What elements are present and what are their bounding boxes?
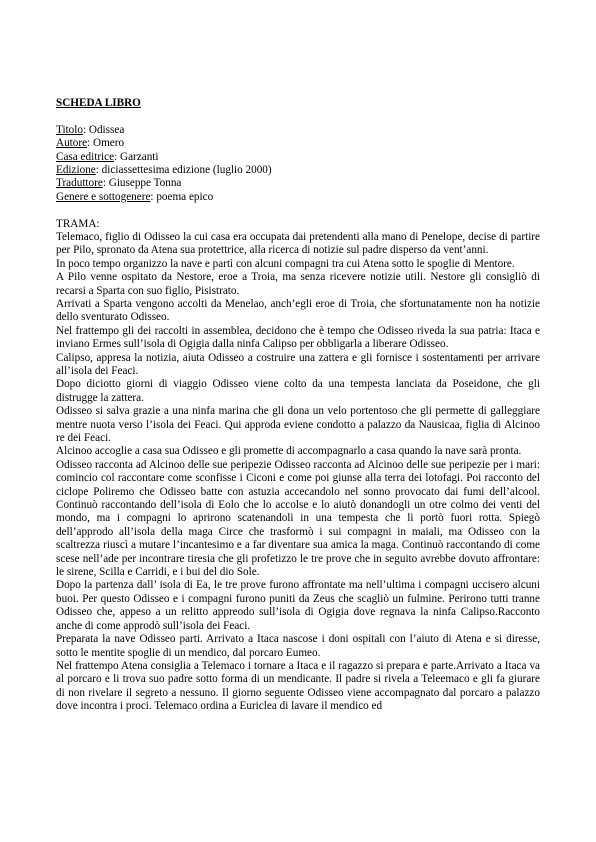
meta-row-titolo: [56, 124, 540, 137]
trama-paragraph: Nel frattempo gli dei raccolti in assemblea, decidono che è tempo che Odisseo riveda la sua patria: Itaca e inviano Ermes sull’isola di Ogigia dalla ninfa Calipso per obbligarla a liberare Odisseo.: [56, 324, 540, 351]
meta-value: Garzanti: [120, 150, 159, 163]
trama-paragraph: Dopo diciotto giorni di viaggio Odisseo viene colto da una tempesta lanciata da Poseidone, che gli distrugge la zattera.: [56, 378, 540, 404]
trama-paragraph: Nel frattempo Atena consiglia a Telemaco i tornare a Itaca e il ragazzo si prepara e parte.Arrivato a Itaca va al porcaro e li trova suo padre sotto forma di un mendicante. Il padre si rivela a Teleemaco e gli fa giurare di non rivelare il segreto a nessuno. Il giorno seguente Odisseo viene accompagnato dal porcaro a palazzo dove incontra i proci. Telemaco ordina a Euriclea di lavare il mendico ed: [56, 659, 540, 713]
meta-value: Giuseppe Tonna: [108, 177, 182, 190]
trama-paragraph: Odisseo si salva grazie a una ninfa marina che gli dona un velo portentoso che gli permette di galleggiare mentre nuota verso l’isola dei Feaci. Qui approda eviene condotto a palazzo da Nausicaa, figlia di Alcinoo re dei Feaci.: [56, 405, 540, 444]
meta-label: Titolo: [56, 123, 83, 136]
meta-value: Odissea: [88, 123, 125, 136]
meta-value: poema epico: [156, 190, 214, 203]
trama-paragraph: Preparata la nave Odisseo parti. Arrivato a Itaca nascose i doni ospitali con l’aiuto di Atena e si diresse, sotto le mentite spoglie di un mendico, dal porcaro Eumeo.: [56, 633, 540, 659]
trama-label: TRAMA:: [56, 217, 100, 230]
meta-label: Autore: [56, 137, 88, 150]
trama-paragraph: A Pilo venne ospitato da Nestore, eroe a Troia, ma senza ricevere notizie utili. Nestore gli consigliò di recarsi a Sparta con suo figlio, Pisistrato.: [56, 271, 540, 297]
trama-paragraph: In poco tempo organizzo la nave e partì con alcuni compagni tra cui Atena sotto le spoglie di Mentore.: [56, 257, 515, 270]
meta-separator: :: [150, 190, 157, 203]
book-metadata: [56, 124, 540, 204]
meta-row-casa-editrice: [56, 151, 540, 164]
document-page: [56, 97, 540, 714]
meta-separator: :: [102, 177, 109, 190]
meta-row-traduttore: [56, 177, 540, 190]
trama-paragraph: Arrivati a Sparta vengono accolti da Menelao, anch’egli eroe di Troia, che sfortunatamente non ha notizie dello sventurato Odisseo.: [56, 297, 540, 324]
meta-value: Omero: [92, 137, 125, 150]
trama-paragraph: Alcinoo accoglie a casa sua Odisseo e gli promette di accompagnarlo a casa quando la nave sarà pronta.: [56, 445, 522, 458]
meta-value: diciassettesima edizione (luglio 2000): [101, 163, 272, 176]
meta-label: Traduttore: [56, 177, 103, 190]
trama-body: [56, 231, 540, 714]
meta-label: Edizione: [56, 163, 96, 176]
trama-paragraph: Dopo la partenza dall’ isola di Ea, le tre prove furono affrontate ma nell’ultima i compagni uccisero alcuni buoi. Per questo Odisseo e i compagni furono puniti da Zeus che scagliò un fulmine. Perirono tutti tranne Odisseo che, appeso a un relitto appreodo sull’isola di Ogigia dove regnava la ninfa Calipso.Racconto anche di come approdò sull’isola dei Feaci.: [56, 579, 540, 632]
meta-label: Genere e sottogenere: [56, 190, 151, 203]
trama-paragraph: Telemaco, figlio di Odisseo la cui casa era occupata dai pretendenti alla mano di Penelope, decise di partire per Pilo, spronato da Atena sua protettrice, alla ricerca di notizie sul padre disperso da vent’anni.: [56, 230, 540, 257]
document-heading: SCHEDA LIBRO: [56, 97, 141, 109]
meta-label: Casa editrice: [56, 150, 115, 163]
meta-separator: :: [95, 163, 102, 176]
meta-separator: :: [114, 150, 120, 163]
meta-separator: :: [87, 137, 93, 150]
meta-row-autore: [56, 137, 540, 150]
meta-row-genere: [56, 191, 540, 204]
meta-separator: :: [82, 123, 89, 136]
trama-paragraph: Odisseo racconta ad Alcinoo delle sue peripezie Odisseo racconta ad Alcinoo delle sue peripezie per i mari: comincio col raccontare come sconfisse i Ciconi e come poi giunse alla terra dei lotofagi. Poi racconto del ciclope Poliremo che Odisseo batte con astuzia accecandolo nel sonno provocato dai fumi dell’alcool. Continuò raccontando dell’isola di Eolo che lo accolse e lo aiutò donandogli un otre colmo dei venti del mondo, ma i compagni lo aprirono scatenandoli in una tempesta che li portò fuori rotta. Spiegò dell’approdo all’isola della maga Circe che trasformò i sui compagni in maiali, ma Odisseo con la scaltrezza riuscì a mutare l’incantesimo e a far diventare sua amica la maga. Continuò raccontando di come scese nell’ade per incontrare tiresia che gli profetizzo le tre prove che in seguito avrebbe dovuto affrontare: le sirene, Scilla e Carridi, e i bui del dio Sole.: [56, 458, 540, 579]
trama-paragraph: Calipso, appresa la notizia, aiuta Odisseo a costruire una zattera e gli fornisce i sostentamenti per arrivare all’isola dei Feaci.: [56, 351, 540, 377]
meta-row-edizione: [56, 164, 540, 177]
